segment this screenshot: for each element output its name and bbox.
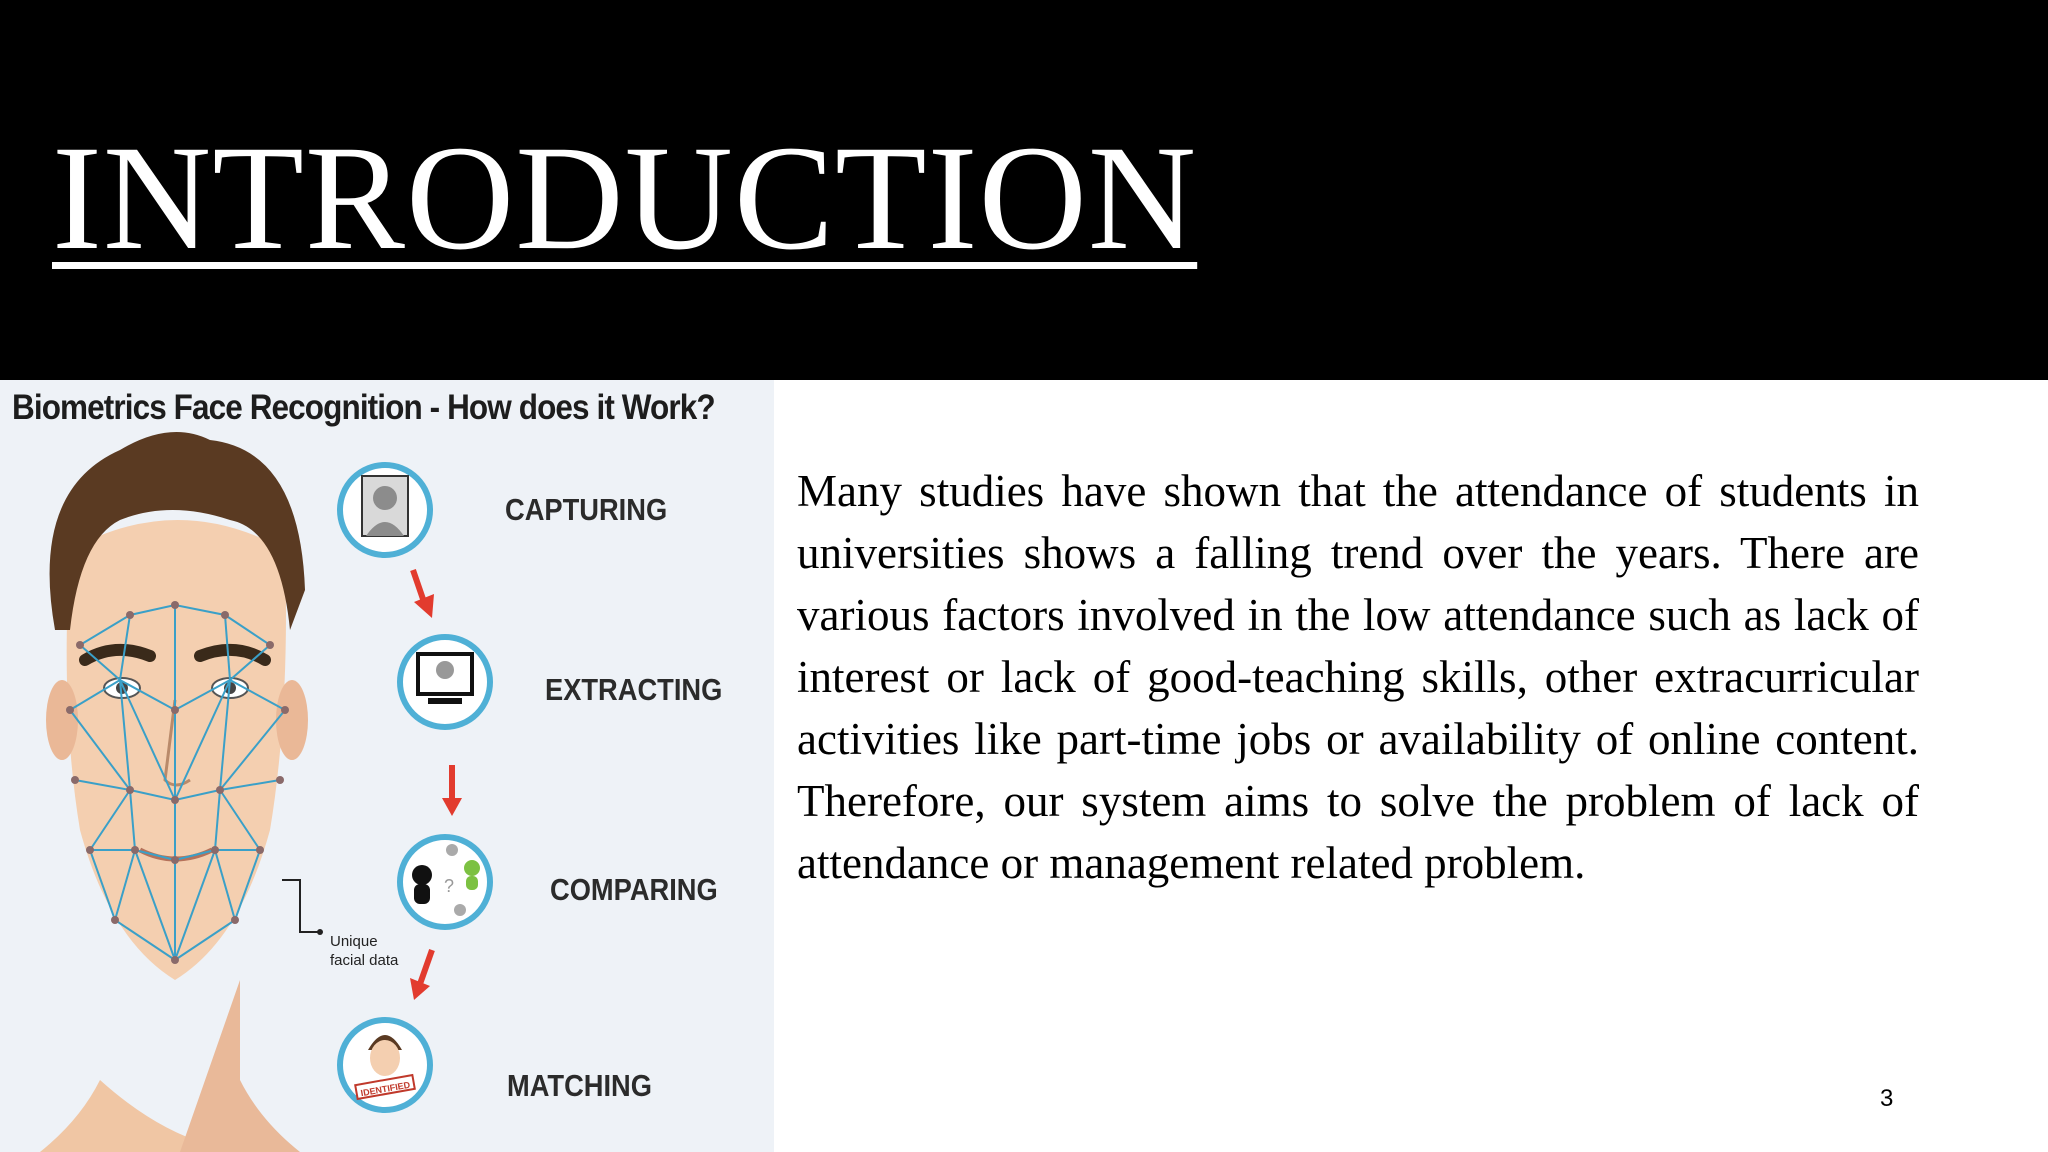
matching-step-icon <box>340 1020 430 1110</box>
step-comparing-label: COMPARING <box>550 872 718 907</box>
page-number: 3 <box>1880 1085 1894 1112</box>
unique-facial-data-label: Unique facial data <box>330 933 399 969</box>
step-extracting-label: EXTRACTING <box>545 672 723 707</box>
flow-arrows <box>410 570 462 1000</box>
step-matching-label: MATCHING <box>507 1068 652 1103</box>
capturing-step-icon <box>340 465 430 555</box>
extracting-step-icon <box>400 637 490 727</box>
face-recognition-figure <box>0 380 774 1152</box>
introduction-paragraph: Many studies have shown that the attendance of students in universities shows a falling trend over the years. There are various factors involved in the low attendance such as lack of interest or lack of good-teaching skills, other extracurricular activities like part-time jobs or availability of online content. Therefore, our system aims to solve the problem of lack of attendance or management related problem. <box>797 466 1919 888</box>
comparing-step-icon <box>400 837 490 927</box>
step-capturing-label: CAPTURING <box>505 492 668 527</box>
svg-text:?: ? <box>444 876 455 896</box>
title-banner <box>0 0 2048 380</box>
identified-stamp: IDENTIFIED <box>359 1079 411 1099</box>
slide-title: INTRODUCTION <box>52 115 1198 281</box>
figure-title: Biometrics Face Recognition - How does it Work? <box>12 388 715 427</box>
